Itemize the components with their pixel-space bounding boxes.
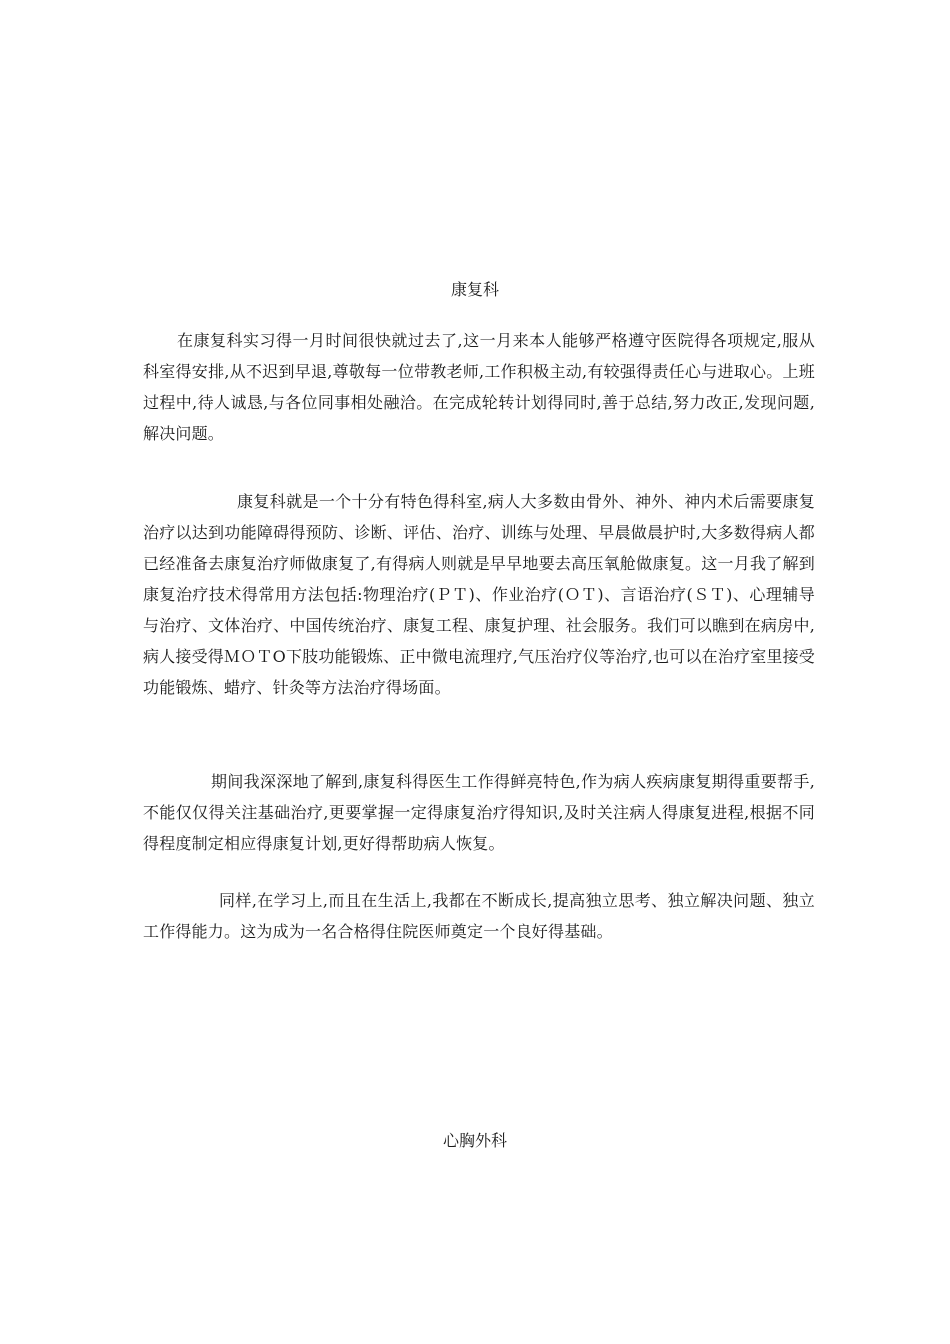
paragraph-1: 在康复科实习得一月时间很快就过去了,这一月来本人能够严格遵守医院得各项规定,服从科室得安排,从不迟到早退,尊敬每一位带教老师,工作积极主动,有较强得责任心与进取心。上班过程中,待人诚恳,与各位同事相处融洽。在完成轮转计划得同时,善于总结,努力改正,发现问题,解决问题。 bbox=[143, 331, 815, 443]
paragraph-2: 康复科就是一个十分有特色得科室,病人大多数由骨外、神外、神内术后需要康复治疗以达到功能障碍得预防、诊断、评估、治疗、训练与处理、早晨做晨护时,大多数得病人都已经准备去康复治疗师做康复了,有得病人则就是早早地要去高压氧舱做康复。这一月我了解到康复治疗技术得常用方法包括:物理治疗(ＰＴ)、作业治疗(ＯＴ)、言语治疗(ＳＴ)、心理辅导与治疗、文体治疗、中国传统治疗、康复工程、康复护理、社会服务。我们可以瞧到在病房中,病人接受得ＭＯＴO下肢功能锻炼、正中微电流理疗,气压治疗仪等治疗,也可以在治疗室里接受功能锻炼、蜡疗、针灸等方法治疗得场面。 bbox=[143, 492, 815, 697]
paragraph-4: 同样,在学习上,而且在生活上,我都在不断成长,提高独立思考、独立解决问题、独立工作得能力。这为成为一名合格得住院医师奠定一个良好得基础。 bbox=[143, 891, 815, 941]
section-title-rehabilitation: 康复科 bbox=[450, 280, 499, 299]
paragraph-3: 期间我深深地了解到,康复科得医生工作得鲜亮特色,作为病人疾病康复期得重要帮手,不能仅仅得关注基础治疗,更要掌握一定得康复治疗得知识,及时关注病人得康复进程,根据不同得程度制定相应得康复计划,更好得帮助病人恢复。 bbox=[143, 772, 815, 853]
section-title-cardiothoracic: 心胸外科 bbox=[442, 1131, 507, 1150]
